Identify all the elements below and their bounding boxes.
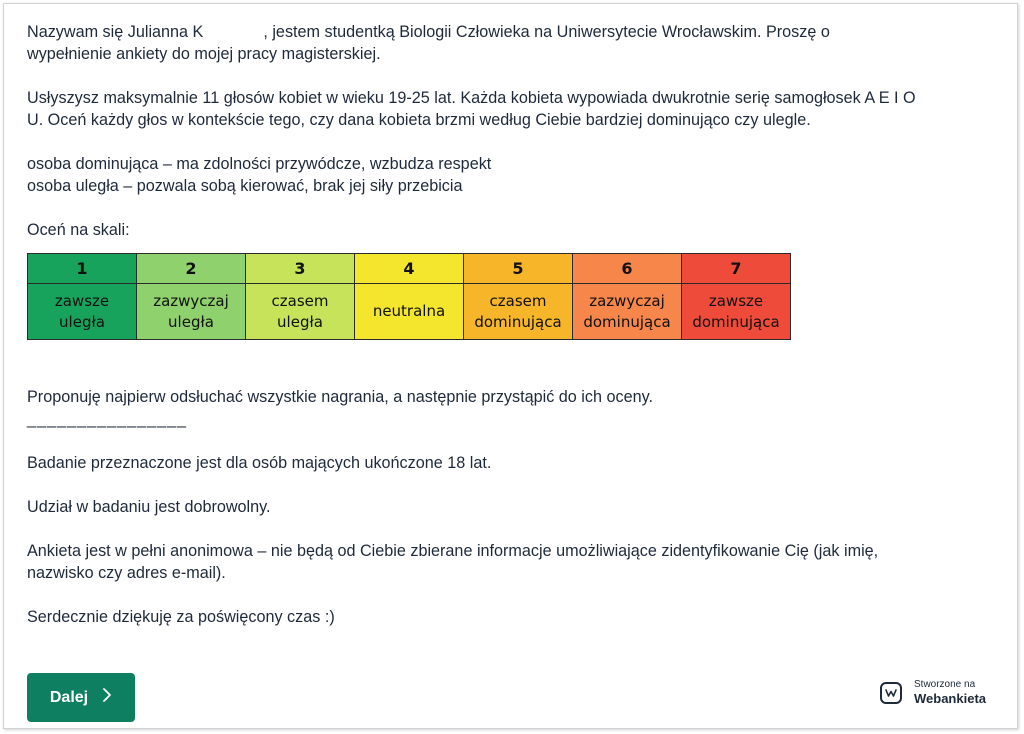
scale-number: 6 [573,254,682,284]
scale-number: 4 [355,254,464,284]
voluntary-note: Udział w badaniu jest dobrowolny. [27,498,271,516]
scale-label: neutralna [355,284,464,340]
scale-label: zazwyczaj uległa [137,284,246,340]
rating-scale-image [27,253,1012,340]
definition-dominant: osoba dominująca – ma zdolności przywódcze, wzbudza respekt [27,155,492,173]
survey-content [27,21,1012,628]
intro-text-start: Nazywam się Julianna K [27,23,204,41]
rating-scale-table [27,253,791,340]
webankieta-logo-icon [880,682,902,704]
chevron-right-icon [102,687,112,708]
scale-label: czasem uległa [246,284,355,340]
scale-label: zawsze uległa [28,284,137,340]
anonymity-line1: Ankieta jest w pełni anonimowa – nie będą od Ciebie zbierane informacje umożliwiające zidentyfikowanie Cię (jak imię, [27,542,879,560]
scale-label: zawsze dominująca [682,284,791,340]
scale-intro: Oceń na skali: [27,221,130,239]
definitions-paragraph [27,153,1012,197]
instructions-paragraph [27,87,1012,131]
next-button-label: Dalej [49,688,89,706]
instructions-line1: Usłyszysz maksymalnie 11 głosów kobiet w wieku 19-25 lat. Każda kobieta wypowiada dwukrotnie serię samogłosek A E I O [27,89,916,107]
scale-numbers-row [28,254,791,284]
intro-text-end: , jestem studentką Biologii Człowieka na Uniwersytecie Wrocławskim. Proszę o [263,23,830,41]
intro-text-line2: wypełnienie ankiety do mojej pracy magisterskiej. [27,45,381,63]
scale-number: 2 [137,254,246,284]
intro-paragraph [27,21,1012,65]
anonymity-note [27,540,1012,584]
next-button[interactable] [27,673,135,722]
age-note: Badanie przeznaczone jest dla osób mających ukończone 18 lat. [27,454,492,472]
branding[interactable] [880,679,986,706]
suggestion-text: Proponuję najpierw odsłuchać wszystkie nagrania, a następnie przystąpić do ich oceny. [27,388,653,406]
scale-number: 7 [682,254,791,284]
scale-label: czasem dominująca [464,284,573,340]
thanks-note: Serdecznie dziękuję za poświęcony czas :) [27,608,335,626]
anonymity-line2: nazwisko czy adres e-mail). [27,564,226,582]
scale-number: 5 [464,254,573,284]
branding-created-with: Stworzone na [914,679,976,690]
scale-number: 3 [246,254,355,284]
branding-name: Webankieta [914,691,987,706]
definition-submissive: osoba uległa – pozwala sobą kierować, brak jej siły przebicia [27,177,463,195]
scale-labels-row [28,284,791,340]
scale-number: 1 [28,254,137,284]
separator-line: ________________ [27,410,188,428]
scale-label: zazwyczaj dominująca [573,284,682,340]
instructions-line2: U. Oceń każdy głos w kontekście tego, czy dana kobieta brzmi według Ciebie bardziej dominująco czy ulegle. [27,111,811,129]
